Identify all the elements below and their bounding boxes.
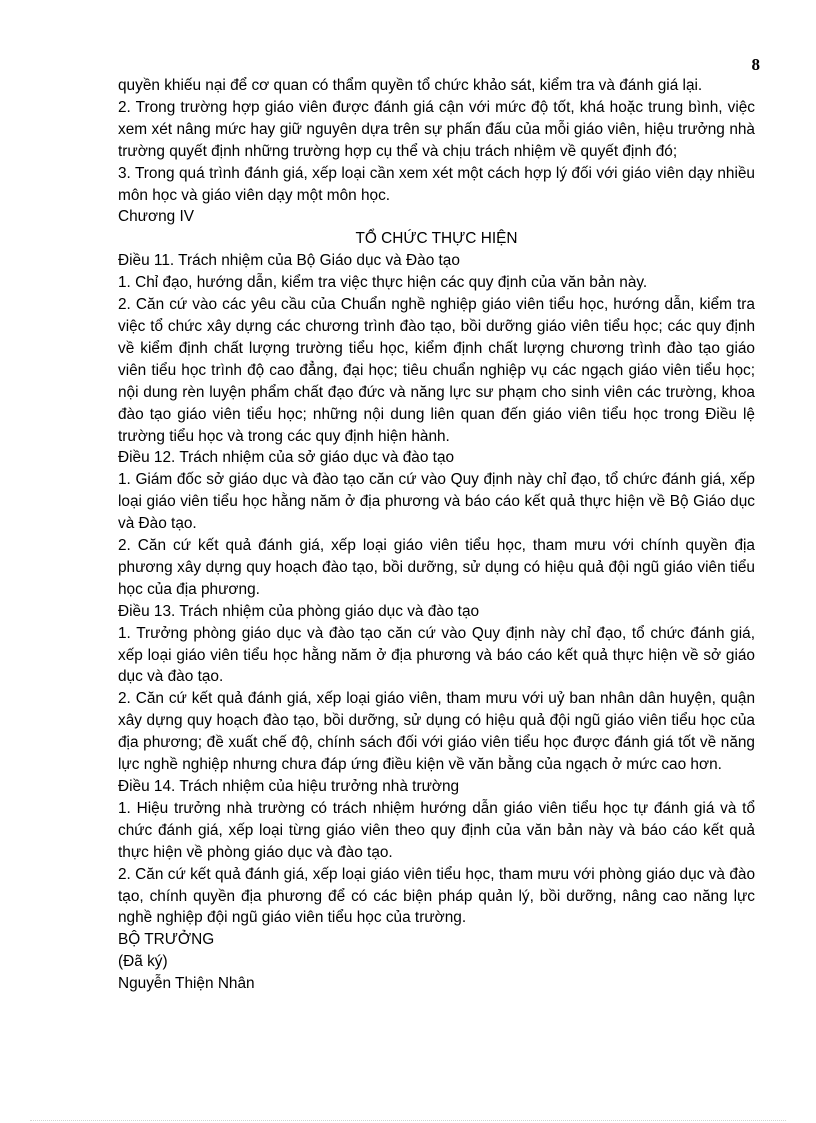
- article-12-clause-2: 2. Căn cứ kết quả đánh giá, xếp loại giáo viên tiểu học, tham mưu với chính quyền địa phương xây dựng quy hoạch đào tạo, bồi dưỡng, sử dụng có hiệu quả đội ngũ giáo viên tiểu học của địa phương.: [118, 537, 755, 598]
- article-13-clause-2: 2. Căn cứ kết quả đánh giá, xếp loại giáo viên, tham mưu với uỷ ban nhân dân huyện, quận xây dựng quy hoạch đào tạo, bồi dưỡng, sử dụng có hiệu quả đội ngũ giáo viên tiểu học của địa phương; đề xuất chế độ, chính sách đối với giáo viên tiểu học được đánh giá tốt về năng lực nghề nghiệp nhưng chưa đáp ứng điều kiện về văn bằng của ngạch ở mức cao hơn.: [118, 690, 755, 774]
- article-11-clause-2: 2. Căn cứ vào các yêu cầu của Chuẩn nghề nghiệp giáo viên tiểu học, hướng dẫn, kiểm tra việc tổ chức xây dựng các chương trình đào tạo, bồi dưỡng giáo viên tiểu học; các quy định về kiểm định chất lượng trường tiểu học, kiểm định chất lượng chương trình đào tạo giáo viên tiểu học trình độ cao đẳng, đại học; tiêu chuẩn nghiệp vụ các ngạch giáo viên tiểu học; nội dung rèn luyện phẩm chất đạo đức và năng lực sư phạm cho sinh viên các trường, khoa đào tạo giáo viên tiểu học; những nội dung liên quan đến giáo viên tiểu học trong Điều lệ trường tiểu học và trong các quy định hiện hành.: [118, 296, 755, 445]
- page-number: 8: [751, 55, 760, 74]
- article-14-heading: Điều 14. Trách nhiệm của hiệu trưởng nhà trường: [118, 778, 460, 795]
- article-13-clause-1: 1. Trưởng phòng giáo dục và đào tạo căn cứ vào Quy định này chỉ đạo, tổ chức đánh giá, xếp loại giáo viên tiểu học hằng năm ở địa phương và báo cáo kết quả thực hiện về sở giáo dục và đào tạo.: [118, 624, 755, 686]
- signature-name: Nguyễn Thiện Nhân: [118, 975, 255, 993]
- paragraph-complaint-continuation: quyền khiếu nại để cơ quan có thẩm quyền tổ chức khảo sát, kiểm tra và đánh giá lại.: [118, 77, 703, 94]
- article-14-clause-1: 1. Hiệu trưởng nhà trường có trách nhiệm hướng dẫn giáo viên tiểu học tự đánh giá và tổ chức đánh giá, xếp loại từng giáo viên theo quy định của văn bản này và báo cáo kết quả thực hiện về phòng giáo dục và đào tạo.: [118, 799, 755, 861]
- paragraph-clause-2-borderline: 2. Trong trường hợp giáo viên được đánh giá cận với mức độ tốt, khá hoặc trung bình, việc xem xét nâng mức hay giữ nguyên dựa trên sự phấn đấu của mỗi giáo viên, hiệu trưởng nhà trường quyết định những trường hợp cụ thể và chịu trách nhiệm về quyết định đó;: [118, 98, 755, 160]
- document-body: [118, 75, 755, 995]
- page-bottom-divider: [30, 1120, 786, 1121]
- article-11-heading: Điều 11. Trách nhiệm của Bộ Giáo dục và Đào tạo: [118, 252, 460, 270]
- article-12-clause-1: 1. Giám đốc sở giáo dục và đào tạo căn cứ vào Quy định này chỉ đạo, tổ chức đánh giá, xếp loại giáo viên tiểu học hằng năm ở địa phương và báo cáo kết quả thực hiện về Bộ Giáo dục và Đào tạo.: [118, 471, 755, 533]
- chapter-heading: Chương IV: [118, 208, 195, 226]
- article-13-heading: Điều 13. Trách nhiệm của phòng giáo dục và đào tạo: [118, 602, 480, 620]
- signature-signed: (Đã ký): [118, 953, 168, 971]
- signature-title: BỘ TRƯỞNG: [118, 931, 215, 949]
- article-12-heading: Điều 12. Trách nhiệm của sở giáo dục và đào tạo: [118, 449, 455, 467]
- article-14-clause-2: 2. Căn cứ kết quả đánh giá, xếp loại giáo viên tiểu học, tham mưu với phòng giáo dục và đào tạo, chính quyền địa phương để có các biện pháp quản lý, bồi dưỡng, nâng cao năng lực nghề nghiệp đội ngũ giáo viên tiểu học của trường.: [118, 865, 755, 927]
- paragraph-clause-3-subjects: 3. Trong quá trình đánh giá, xếp loại cần xem xét một cách hợp lý đối với giáo viên dạy nhiều môn học và giáo viên dạy một môn học.: [118, 164, 755, 204]
- article-11-clause-1: 1. Chỉ đạo, hướng dẫn, kiểm tra việc thực hiện các quy định của văn bản này.: [118, 274, 648, 292]
- chapter-title: TỔ CHỨC THỰC HIỆN: [355, 230, 518, 248]
